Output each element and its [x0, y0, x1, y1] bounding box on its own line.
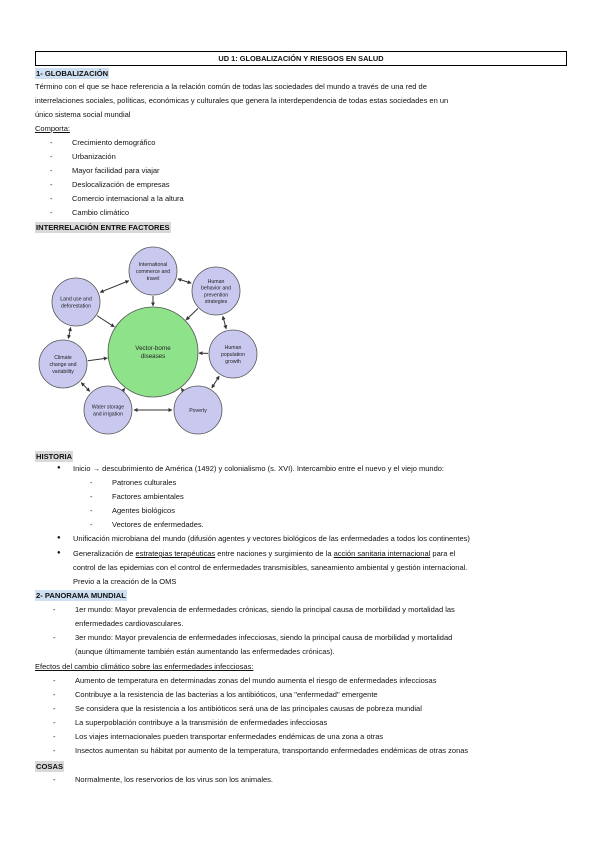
list-item: - Se considera que la resistencia a los antibióticos será una de las principales causas de pobreza mundial: [75, 702, 468, 716]
diagram-arrow: [68, 327, 70, 338]
comporta-label: Comporta:: [35, 124, 71, 133]
list-item: - Los viajes internacionales pueden transportar enfermedades endémicas de una zona a otras: [75, 730, 468, 744]
list-item: - Insectos aumentan su hábitat por aumento de la temperatura, transportando enfermedades endémicas de otras zonas: [75, 744, 468, 758]
definition-line-2: interrelaciones sociales, políticas, económicas y culturales que genera la interdependencia de todas estas sociedades en un: [35, 96, 449, 105]
diagram-arrow: [178, 279, 191, 283]
list-item: - Normalmente, los reservorios de los virus son los animales.: [75, 773, 273, 787]
section-heading-interrelacion: INTERRELACIÓN ENTRE FACTORES: [36, 223, 170, 232]
diagram-arrow: [100, 281, 129, 293]
diagram-node-label: change and: [49, 362, 77, 368]
diagram-center-label: diseases: [140, 353, 166, 360]
diagram-arrow: [223, 316, 226, 329]
efectos-list: [75, 674, 468, 758]
comporta-list: [72, 136, 184, 220]
generalizacion-text: para el: [430, 549, 456, 558]
definition-line-3: único sistema social mundial: [35, 110, 131, 119]
generalizacion-text: Generalización de: [73, 549, 136, 558]
list-item: - Agentes biológicos: [112, 504, 204, 518]
list-item: - Comercio internacional a la altura: [72, 192, 184, 206]
list-item: - Contribuye a la resistencia de las bacterias a los antibióticos, una "enfermedad" emergente: [75, 688, 468, 702]
diagram-node-label: population: [221, 352, 245, 358]
section-heading-panorama: 2- PANORAMA MUNDIAL: [36, 591, 126, 600]
diagram-node-label: Climate: [54, 355, 72, 362]
diagram-arrow: [212, 376, 219, 388]
panorama-list: [75, 603, 455, 617]
historia-inicio-bullet: ● Inicio → descubrimiento de América (1492) y colonialismo (s. XVI). Intercambio entre el nuevo y el viejo mundo:: [73, 462, 444, 475]
list-item: - 3er mundo: Mayor prevalencia de enfermedades infecciosas, siendo la principal causa de morbilidad y mortalidad: [75, 631, 452, 645]
diagram-node-label: prevention: [203, 292, 229, 299]
historia-sub-list: [112, 476, 204, 532]
interrelation-diagram: [38, 246, 258, 442]
diagram-nodes: [39, 247, 257, 434]
diagram-arrow: [123, 388, 124, 390]
generalizacion-line-3: Previo a la creación de la OMS: [73, 577, 177, 586]
accion-sanitaria-text: acción sanitaria internacional: [333, 549, 431, 558]
diagram-node-label: Human: [224, 345, 242, 352]
generalizacion-line-2: control de las epidemias con el control de enfermedades transmisibles, saneamiento ambiental y gestión internacional.: [73, 563, 468, 572]
estrategias-terapeuticas-text: estrategias terapéuticas: [135, 549, 216, 558]
diagram-node-label: strategies: [204, 299, 228, 306]
list-item: - Patrones culturales: [112, 476, 204, 490]
diagram-node-label: travel: [146, 275, 160, 282]
list-item: - 1er mundo: Mayor prevalencia de enfermedades crónicas, siendo la principal causa de morbilidad y mortalidad las: [75, 603, 455, 617]
diagram-node-label: deforestation: [61, 303, 91, 310]
diagram-node-label: Poverty: [189, 408, 207, 414]
cosas-list: [75, 773, 273, 787]
definition-line-1: Término con el que se hace referencia a la relación común de todas las sociedades del mundo a través de una red de: [35, 82, 427, 91]
historia-unificacion-bullet: ● Unificación microbiana del mundo (difusión agentes y vectores biológicos de las enfermedades a todos los continentes): [73, 532, 470, 545]
diagram-node-label: commerce and: [135, 269, 171, 275]
efectos-label: Efectos del cambio climático sobre las enfermedades infecciosas:: [35, 662, 254, 671]
list-item: - Mayor facilidad para viajar: [72, 164, 184, 178]
diagram-node-label: Human: [207, 278, 225, 285]
generalizacion-text: entre naciones y surgimiento de la: [215, 549, 334, 558]
diagram-center-node: [108, 307, 198, 397]
diagram-arrow: [97, 316, 114, 327]
section-heading-globalizacion: 1- GLOBALIZACIÓN: [36, 69, 109, 78]
section-heading-cosas: COSAS: [36, 762, 64, 771]
diagram-node-label: behavior and: [201, 285, 231, 292]
diagram-node-label: and irrigation: [93, 411, 123, 418]
panorama-item-2-cont: (aunque últimamente también están aumentando las enfermedades crónicas).: [75, 647, 335, 656]
list-item: - Factores ambientales: [112, 490, 204, 504]
panorama-item-1-cont: enfermedades cardiovasculares.: [75, 619, 184, 628]
diagram-node-label: growth: [225, 358, 241, 365]
section-heading-historia: HISTORIA: [36, 452, 73, 461]
list-item: - La superpoblación contribuye a la transmisión de enfermedades infecciosas: [75, 716, 468, 730]
list-item: - Vectores de enfermedades.: [112, 518, 204, 532]
diagram-arrow: [88, 358, 108, 361]
diagram-node-label: International: [138, 262, 168, 269]
list-item: - Deslocalización de empresas: [72, 178, 184, 192]
document-title: UD 1: GLOBALIZACIÓN Y RIESGOS EN SALUD: [35, 51, 567, 66]
list-item: - Cambio climático: [72, 206, 184, 220]
diagram-node-label: Water storage: [91, 404, 125, 411]
diagram-node-label: Land use and: [60, 296, 92, 303]
diagram-center-label: Vector-borne: [135, 345, 171, 352]
diagram-arrow: [81, 383, 90, 392]
list-item: - Aumento de temperatura en determinadas zonas del mundo aumenta el riesgo de enfermedades infecciosas: [75, 674, 468, 688]
list-item: - Urbanización: [72, 150, 184, 164]
list-item: - Crecimiento demográfico: [72, 136, 184, 150]
historia-generalizacion-bullet: [73, 547, 455, 560]
diagram-arrow: [181, 388, 182, 390]
panorama-list: [75, 631, 452, 645]
diagram-node-label: variability: [52, 368, 74, 375]
diagram-arrow: [186, 308, 198, 320]
